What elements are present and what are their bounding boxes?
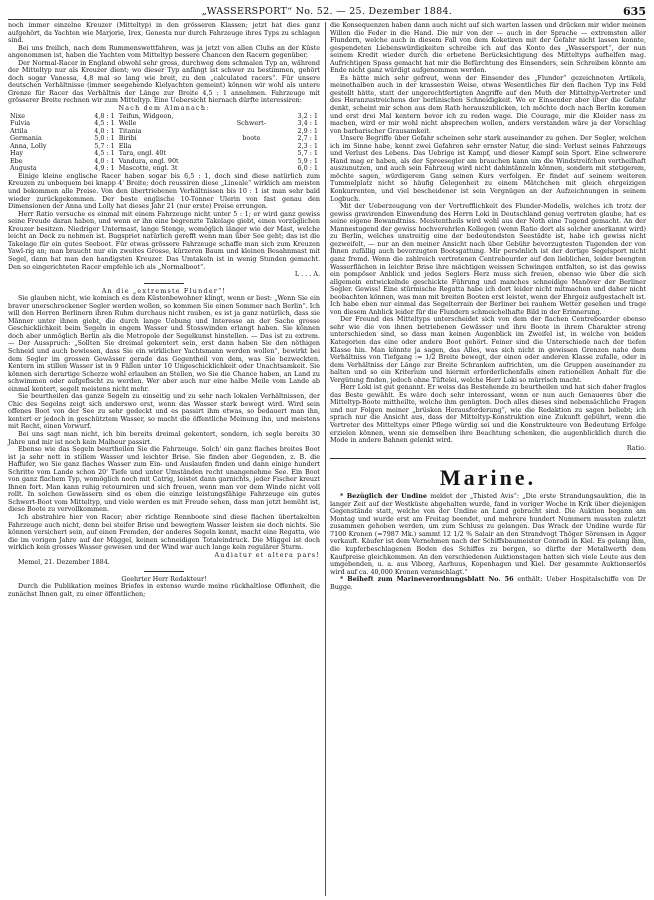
ratio-table — [8, 113, 320, 173]
dateline: Memel, 21. Dezember 1884. — [18, 558, 110, 567]
news-item-lead: * Beiheft zum Marineverordnungsblatt No. 56 — [340, 575, 514, 584]
table-row — [8, 120, 320, 128]
bracket-label: boote — [242, 134, 261, 143]
boat-ratio: 5,7 : 1 — [94, 141, 115, 150]
boat-name: Fulvia — [10, 119, 31, 128]
boat-ratio: 6,0 : 1 — [297, 164, 318, 173]
boat-ratio: 2,3 : 1 — [297, 141, 318, 150]
boat-name: Augusta — [10, 164, 37, 173]
signature: Audiatur et altera pars! — [214, 550, 320, 559]
boat-name: Anna, Lolly — [10, 141, 47, 150]
paragraph: Ich abstrahire hier von Racer; aber richtige Rennboote sind diese flachen übertakelten Fahrzeuge auch nicht, denn bei steifer Brise und bewegtem Wasser leisten sie doch nichts. Sie können versichert sein, auf einen Fremden, der anderes Segeln kennt, macht eine Regatta, wie die im vorigen Jahre auf der Müggel, keinen schneidigen Totaleindruck. Die Müggel ist doch wirklich kein grosses Wasser gewesen und der Wind war auch lange kein regulärer Sturm. — [8, 513, 320, 552]
page-header — [8, 5, 646, 20]
boat-ratio: 3,4 : 1 — [297, 119, 318, 128]
bracket-cell — [224, 158, 279, 166]
news-item-lead: * Bezüglich der Undine — [340, 492, 427, 501]
paragraph: Der Freund des Mitteltyps unterscheidet sich von dem der flachen Centreboarder ebenso sehr wie die von ihnen betriebenen Gewässer und ihre Boote in ihrem Charakter streng unterschieden sind, so dass man keinen Augenblick im Zweifel ist, in welche von beiden Kategorien das eine oder andere Boot gehört. Feiner sind die Unterschiede nach der tiefen Klasse hin. Man könnte ja sagen, das Alles, was sich nicht in gewissen Grenzen nahe dem Verhältniss von Tiefgang := 1/2 Breite bewegt, der einen oder anderen Klasse zufalle, oder in dem Verhältniss der Länge zur Breite Schranken aufrichten, um die Gruppen auseinander zu halten und so ein Kriterium und hiermit erforderlichenfalls einen rationellen Anhalt für die Vergütung finden, jedoch ohne Tüftelei, welche Herr Loki so mürrisch macht. — [330, 315, 646, 384]
boat-ratio: 5,7 : 1 — [297, 149, 318, 158]
boat-name: Ella — [118, 141, 132, 150]
boat-ratio: 4,9 : 1 — [94, 164, 115, 173]
boat-name: Tara, engl. 40t — [118, 149, 167, 158]
page-number: 635 — [623, 5, 646, 18]
almanac-heading: Nach dem Almanach: — [118, 104, 210, 113]
boat-name: Nixe — [10, 111, 26, 120]
news-item — [330, 576, 646, 591]
boat-ratio: 4,5 : 1 — [94, 149, 115, 158]
article-heading: Geehrter Herr Redakteur! — [121, 574, 207, 583]
paragraph: noch immer einzelne Kreuzer (Mitteltyp) in den grösseren Klassen; jetzt hat dies ganz aufgehört, da Yachten wie Marjorie, Irex, Genesta nur durch Fahrzeuge ihres Typs zu schlagen sind. — [8, 21, 320, 45]
signature: L . . . A. — [294, 270, 320, 279]
paragraph: Einige kleine englische Racer haben sogar bis 6,5 : 1, doch sind diese natürlich zum Kreuzen zu unbequem bei knapp 4' Breite; doch reussiren diese „Lineale“ wirklich am meisten und bekommen alle Preise. Von den übertriebenen Verhältnissen bis 10 : 1 ist man sehr bald wieder zurückgekommen. Der beste englische 10-Tonner Ulerin von fast genau den Dimensionen der Anna und Lolly hat dieses Jahr 21 (nur erste) Preise errungen. — [8, 171, 320, 211]
boat-name: Welle — [118, 119, 137, 128]
paragraph: Herr Ratio versuche es einmal mit einem Fahrzeuge nicht unter 5 : 1; er wird ganz gewiss seine Freude daran haben, und wenn er ihn eine begrenzte Takelage giebt, einen vorzüglichen Kreuzer besitzen. Niedriger Untermast, lange Stenge, womöglich länger wie der Mast, welche leicht an Deck zu nehmen ist. Bugspriet natürlich gerefft wenn man über See geht; das ist die Takelage für ein gutes Seeboot. Für etwas grössere Fahrzeuge schaffe man sich zum Kreuzen Yawl-rig an; man braucht nur ein zweites Grosse, kürzeren Baum und kleinen Besahnmast mit Segel, dann hat man den handigsten Kreuzer. Das Umtakeln ist in wenig Stunden gemacht. Den so eingerichteten Racer empfehle ich als „Normalboot“. — [8, 209, 320, 271]
boat-name: Titania — [118, 126, 142, 135]
paragraph: Der Normal-Racer in England obwohl sehr gross, durchweg dem schmalen Typ an, während der Mitteltyp nur als Kreuzer dient; wo dieser Typ anfängt ist schwer zu bestimmen, gehört doch sogar Vanessa, 4,8 mal so lang wie breit, zu den „calculated racers“. Für unsere deutschen Verhältnisse (immer seegehende Kielyachten gemeint) können wir wohl als untere Grenze für Racer das Verhältnis der Länge zur Breite 4,5 : 1 annehmen. Fahrzeuge mit grösserer Breite rechnen wir zum Mitteltyp. Eine Uebersicht hiernach dürfte interessiren: — [8, 58, 320, 105]
boat-name: Vandura, engl. 90t — [118, 156, 179, 165]
boat-ratio: 4,5 : 1 — [94, 119, 115, 128]
boat-name: Biribi — [118, 134, 137, 143]
article-heading: An die „extremste Flunder“! — [101, 286, 227, 295]
boat-ratio: 4,0 : 1 — [94, 126, 115, 135]
boat-name: Ebe — [10, 156, 23, 165]
bracket-cell — [224, 150, 279, 158]
boat-name: Mascotte, engl. 3t — [118, 164, 178, 173]
paragraph: Ebenso wie das Segeln beurtheilen Sie die Fahrzeuge. Solch' ein ganz flaches breites Boot ist ja sehr nett in stillem Wasser und leichter Brise. Sie finden aber Gegenden, z. B. die Haffufer, wo Sie ganz flaches Wasser zum Ein- und Auslaufen finden und dann einige hundert Schritte vom Lande schon 20' Tiefe und unter Umständen recht unangenehme See. Ein Boot von ganz flachem Typ, womöglich noch mit Catrig, leistet dann garnichts, jeder Fischer kreuzt Ihnen fort. Man kann ruhig retourniren und sich freuen, wenn man vor dem Winde nicht voll rollt. In solchen Gewässern sind es eben die einzige leistungsfähige Fahrzeuge ein gutes Schwert-Boot vom Mitteltyp, und viele werden es mit Freude sehen, dass man jetzt bemüht ist, diese Boote zu vervollkommen. — [8, 445, 320, 514]
paragraph: Unsere Begriffe über Gefahr scheinen sehr stark auseinander zu gehen. Der Segler, welchen ich im Sinne habe, kennt zwei Gefahren sehr ernster Natur, die sind: Verlust seines Fahrzeugs und Verlust des Lebens. Das Uebrige ist Kampf, und dieser Kampf sein Sport. Eine schwerere Hand mag er haben, als der Spreesegler am brauchen kann um die Windstreifchen vortheilhaft auszunutzen, und auch sein Fahrzeug wird nicht dahintänzeln können, sondern mit stetigerem, möchte sagen, würdigerem Gang seinen Kurs verfolgen. Er findet auf seinem weiteren Tummelplatz nicht so häufig Gelegenheit zu einem Mätchchen mit gleich ehrgeizigen Konkurrenten, und viel bescheidener ist sein Vergnügen an der Aufzeichnungen in seinem Logbuch. — [330, 134, 646, 203]
paragraph: Bei uns freilich, nach dem Rummenswettfahren, was ja jetzt von allen Clubs an der Küste angenommen ist, haben die Yachten vom Mitteltyp bessere Chancen den Racern gegenüber. — [8, 43, 320, 60]
boat-name: Hay — [10, 149, 23, 158]
boat-name: Teifun, Widgeon, — [118, 111, 174, 120]
boat-ratio: 3,2 : 1 — [297, 111, 318, 120]
signature: Ratio. — [626, 443, 646, 452]
left-column — [8, 22, 320, 598]
boat-ratio: 4,8 : 1 — [94, 111, 115, 120]
paragraph: Mit der Ueberzeugung von der Vortrefflichkeit des Flunder-Modells, welches ich trotz der gewiss gravirenden Einwendung des Herrn Loki in Deutschland genug vertreten glaube, hat es seine eigene Bewandtniss. Meistentheils wird wohl aus der Noth eine Tugend gemacht. An der Mannestugend der gewiss hochverehrlen Kollegen (wenn Ratio dort als solcher anerkannt wird) zu Berlin, welches unstreitig eine der bedeutendsten Seestädte ist, habe ich gewiss nicht gezweifelt, — nur an den meiner Ansicht nach über Gebühr bevorzugtesten Tugenden der von Ihnen zufällig auch bevorzugten Bootsgattung. Mir persönlich ist der dortige Segelsport nicht ganz fremd. Wenn die zahlreich vertretenen Centrebourder auf den lieblichen, leider beengten Wasserflächen in leichter Brise ihre mächtigen weissen Schwingen entfalten, so ist das gewiss ein pompöser Anblick und jedes Seglers Herz muss sich freuen, ebenso wie über die sich allgemein entwickelnde geschickte Führung und manches schneidige Manöver der Berliner Segler. Gewiss! Eine stürmische Regatta habe ich dort leider nicht mitmachen und daher nicht beobachten können, was man mit breiten Booten erst leistet, wenn der Ehrgeiz aufgestachelt ist. Ich habe eben nur einmal das Segelterrain der Berliner bei rauhem Wetter gesehen und trage von diesem Anblick leider für die Flundern schmeichelhafte Bild in der Erinnerung. — [330, 202, 646, 316]
paragraph: Sie glauben nicht, wie komisch es dem Küstenbewohner klingt, wenn er liest: „Wenn Sie ein braver unerschrockener Segler werden wollen, so kommen Sie einen Sommer nach Berlin“. Ich will den Herren Berlinern ihren Ruhm durchaus nicht rauben, es ist ja ganz natürlich, dass sie Männer unter ihnen giebt, die durch lange Uebung und Interesse an der Sache grosse Geschicklichkeit beim Segeln in engem Wasser und Stosswinden erlangt haben. Sie können doch aber unmöglich Berlin als die Metropole der Segelkunst hinstellen. — Das ist zu extrem. — Der Ausspruch: „Sollten Sie dreimal gekentert sein, erst dann haben Sie den nöthigen Schneid und auch bewiesen, dass Sie ein wirklicher Yachtsmann werden wollen“, bewirkt bei dem Segler im grossen Gewässer gerade das Gegentheil von dem, was Sie bezweckten. Kentern im stillen Wasser ist in 9 Fällen unter 10 Ungeschicklichkeit oder Unachtsamkeit. Sie können sich derartige Scherze wohl erlauben an Stellen, wo Sie die Chance haben, an Land zu schwimmen oder aufgefischt zu werden. Wer aber auch nur eine halbe Meile vom Lande ab einmal kentert, segelt meistens nicht mehr. — [8, 294, 320, 393]
paragraph: Sie beurtheilen das ganze Segeln zu einseitig und zu sehr nach lokalen Verhältnissen, der Chic des Segelns zeigt sich anderswo erst, wenn das Wasser stark bewegt wird. Wird sein offenes Boot von der See zu sehr gedeckt und es passirt ihm etwas, so bedauert man ihn, kentert er jedoch in geschütztem Wasser, so macht die öffentliche Meinung ihn, und meistens mit Recht, einen Vorwurf. — [8, 392, 320, 431]
news-item — [330, 493, 646, 576]
section-separator — [144, 283, 184, 284]
column-divider — [325, 22, 326, 896]
section-separator — [144, 571, 184, 572]
bracket-cell — [224, 143, 279, 151]
table-row — [8, 135, 320, 143]
header-title: „WASSERSPORT“ No. 52. — 25. Dezember 1884. — [201, 6, 453, 17]
paragraph: die Konsequenzen haben dann auch nicht auf sich warten lassen und drücken mir wider meinen Willen die Feder in die Hand. Die mir von der — auch in der Sprache — extremsten aller Flundern, welche auch in diesem Fall von dem Koketiren mit der Gefahr nicht lassen konnte, gespendeten Liebenswürdigkeiten schreibe ich auf das Konto des „Wassersport“, der nun seinem Kredit wieder durch die erbetene Berücksichtigung des Mitteltyps aufhelfen mag. Aufrichtigen Spass gemacht hat mir die Befürchtung des Einsenders, sein Schreiben könnte am Ende nicht ganz würdigt aufgenommen werden. — [330, 21, 646, 75]
bracket-label: Schwert- — [236, 119, 266, 128]
boat-ratio: 5,0 : 1 — [94, 134, 115, 143]
paragraph: Bei uns sagt man nicht, ich bin bereits dreimal gekentert, sondern, ich segle bereits 30 Jahre und mir ist noch kein Malheur passirt. — [8, 429, 320, 446]
boat-name: Attila — [10, 126, 28, 135]
boat-name: Germania — [10, 134, 42, 143]
right-column — [330, 22, 646, 591]
boat-ratio: 4,0 : 1 — [94, 156, 115, 165]
section-title-marine: Marine. — [330, 458, 646, 491]
news-item-text: meldet der „Thisted Avis“: „Die erste Strandungsauktion, die in langer Zeit auf der Westküste abgehalten wurde, fand in voriger Woche in Krik über diejenigen Gegenstände statt, welche von der Undine an Land gebracht sind. Die Auktion begann am Montag und wurde erst am Freitag beendet, und mehrere hundert Nummern mussten zuletzt zusammen gehoben werden, um zum Schluss zu gelangen. Das Wrack der Undine wurde für 7100 Kronen (=7987 Mk.) sammt 12 1/2 % Salair an den Strandvogt Thöger Sörensen in Agger verkauft. Käufer ist dem Vernehmen nach der Schiffsbaumeister Conradi in Kiel. Es gelang ihm, die kupferbeschlagenen Boden des Schiffes zu bergen, so dürfte der Metallwerth dem Kaufpreise gleichkommen. An den verschiedenen Auktionstagen hatten sich viele Leute aus den umgebenden, u. a. aus Viborg, Aarhuus, Kopenhagen und Kiel. Der gesammte Auktionserlös wird auf ca. 40,000 Kronen veranschlagt.“ — [330, 492, 646, 576]
table-row — [8, 113, 320, 121]
paragraph: Durch die Publikation meines Briefes in extenso wurde meine rückhaltlose Offenheit, die zunächst Ihnen galt, zu einer öffentlichen; — [8, 582, 320, 598]
paragraph: Es hätte mich sehr gefreut, wenn der Einsender des „Flunder“ gezeichneten Artikels, meinethalben auch in der krassesten Weise, etwas Wesentliches für den flachen Typ ins Feld gestellt hätte, statt der ungerechtfertigten Angriffe auf den Muth der Mitteltyp-Vertreter und des Heranzustreichens der berlinischen Schneidigkeit. Wo er Einsender aber über die Gefahr denkt, scheint mir schon aus dem Rath herauszublicken, ich möchte doch nach Berlin kommen und erst drei Mal kentern bevor ich zu reden wage. Die Courage, mir die Kleider nass zu machen, wird er mir wohl nicht absprechen wollen, anders verstanden wäre ja der Vorschlag von barbarischer Grausamkeit. — [330, 73, 646, 135]
boat-ratio: 2,9 : 1 — [297, 126, 318, 135]
boat-ratio: 5,9 : 1 — [297, 156, 318, 165]
table-row — [8, 128, 320, 136]
paragraph: Herr Loki ist gut genannt. Er weiss das Bestehende zu beurtheilen und hat sich daher fraglos das Beste gewählt. Es wäre doch sehr interessant, wenn er nun auch Genaueres über die Mitteltyp-Boote mittheilte, welche ihm genügten. Doch alles dieses sind nebensächliche Fragen und nur Folgen meiner „brüsken Herausforderung“, wie die Redaktion zu sagen beliebt; ich sprach nur die Ansicht aus, dass der Mitteltyp-Konstruktion eine Zukunft gebührt, wenn die Vertreter des Mitteltyps einer Pflege würdig sei und die Konstrukteure von Bedeutung Erfolge erzielen können, wenn sie demselben ihre Beachtung schenken, die augenblicklich durch die Mode in andere Bahnen gelenkt wird. — [330, 383, 646, 445]
news-item-text: enthält: Ueber Hospitalschiffe von Dr Bugge. — [330, 575, 646, 591]
boat-ratio: 2,7 : 1 — [297, 134, 318, 143]
